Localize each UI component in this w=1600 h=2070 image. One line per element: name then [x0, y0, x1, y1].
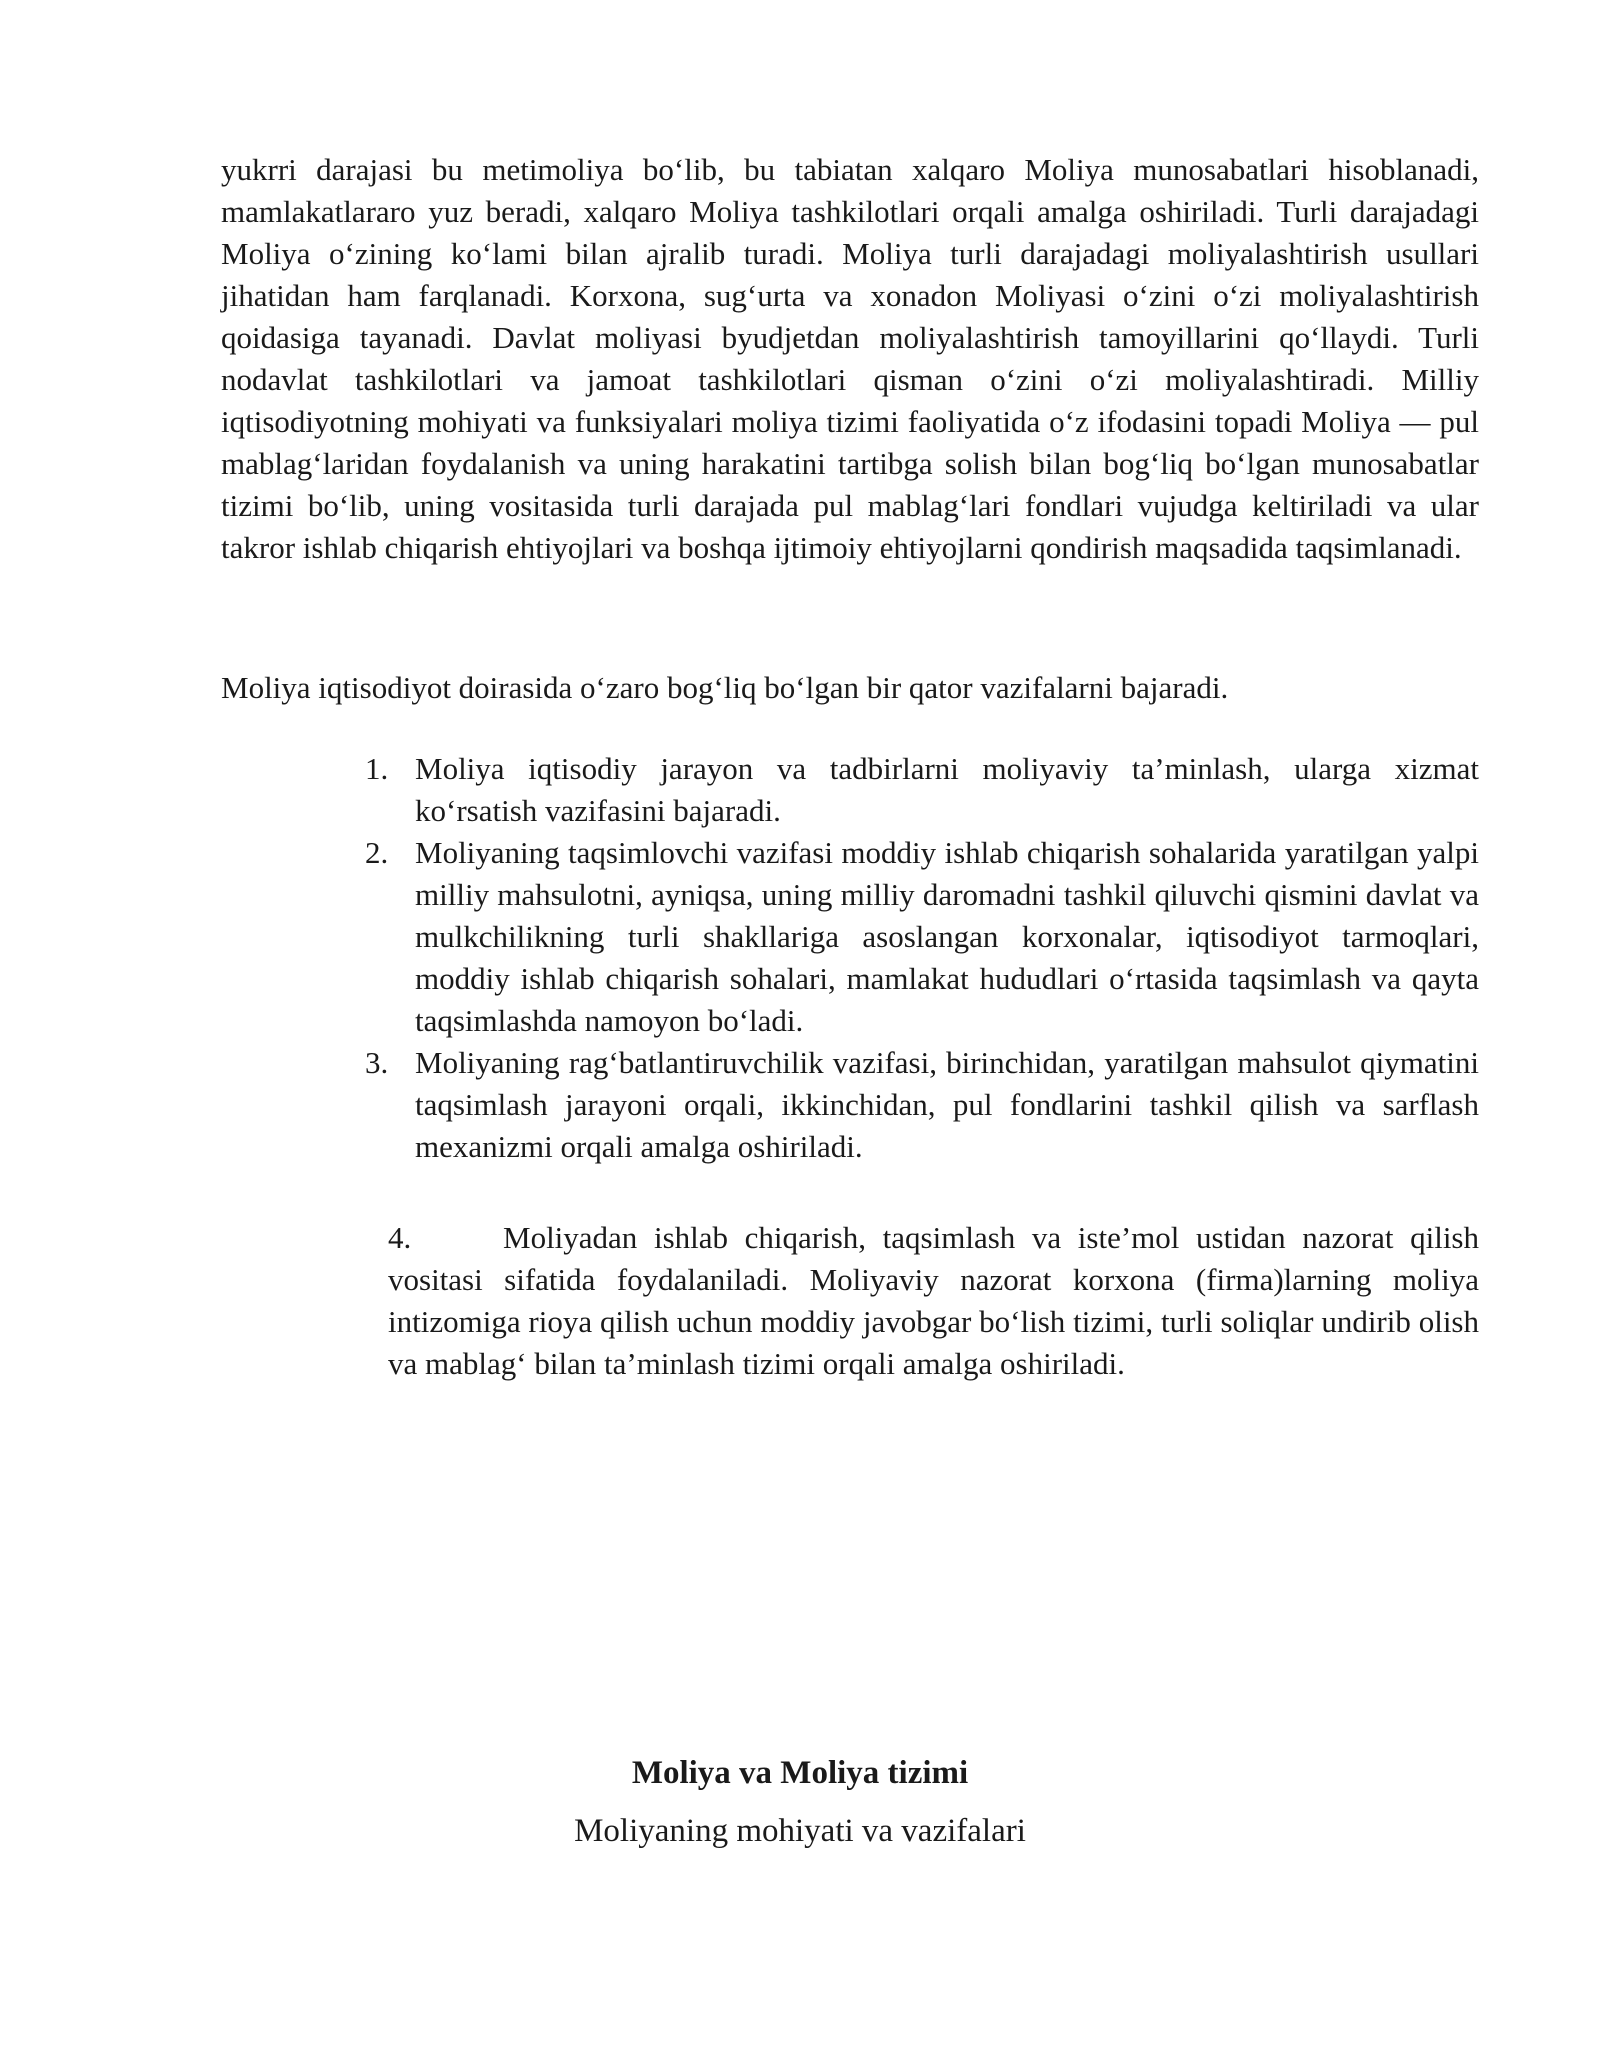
- section-subtitle: Moliyaning mohiyati va vazifalari: [574, 1813, 1026, 1849]
- list-item-text: Moliya iqtisodiy jarayon va tadbirlarni moliyaviy ta’minlash, ularga xizmat ko‘rsatish vazifasini bajaradi.: [415, 751, 1479, 828]
- list-item-number: 3.: [365, 1045, 389, 1080]
- list-item: [388, 1217, 1479, 1385]
- list-item: [365, 748, 1479, 832]
- list-item-number: 2.: [365, 835, 389, 870]
- list-item: [365, 832, 1479, 1042]
- section-title: Moliya va Moliya tizimi: [631, 1755, 969, 1791]
- list-item-number: 1.: [365, 751, 389, 786]
- body-paragraph: yukrri darajasi bu metimoliya bo‘lib, bu tabiatan xalqaro Moliya munosabatlari hisoblanadi, mamlakatlararo yuz beradi, xalqaro Moliya tashkilotlari orqali amalga oshiriladi. Turli darajadagi Moliya o‘zining ko‘lami bilan ajralib turadi. Moliya turli darajadagi moliyalashtirish usullari jihatidan ham farqlanadi. Korxona, sug‘urta va xonadon Moliyasi o‘zini o‘zi moliyalashtirish qoidasiga tayanadi. Davlat moliyasi byudjetdan moliyalashtirish tamoyillarini qo‘llaydi. Turli nodavlat tashkilotlari va jamoat tashkilotlari qisman o‘zini o‘zi moliyalashtiradi. Milliy iqtisodiyotning mohiyati va funksiyalari moliya tizimi faoliyatida o‘z ifodasini topadi Moliya — pul mablag‘laridan foydalanish va uning harakatini tartibga solish bilan bog‘liq bo‘lgan munosabatlar tizimi bo‘lib, uning vositasida turli darajada pul mablag‘lari fondlari vujudga keltiriladi va ular takror ishlab chiqarish ehtiyojlari va boshqa ijtimoiy ehtiyojlarni qondirish maqsadida taqsimlanadi.: [221, 152, 1479, 565]
- list-item-text: Moliyaning rag‘batlantiruvchilik vazifasi, birinchidan, yaratilgan mahsulot qiymatini taqsimlash jarayoni orqali, ikkinchidan, pul fondlarini tashkil qilish va sarflash mexanizmi orqali amalga oshiriladi.: [415, 1045, 1479, 1164]
- list-item-text: Moliyadan ishlab chiqarish, taqsimlash va iste’mol ustidan nazorat qilish vositasi sifatida foydalaniladi. Moliyaviy nazorat korxona (firma)larning moliya intizomiga rioya qilish uchun moddiy javobgar bo‘lish tizimi, turli soliqlar undirib olish va mablag‘ bilan ta’minlash tizimi orqali amalga oshiriladi.: [388, 1220, 1479, 1381]
- body-paragraph: Moliya iqtisodiyot doirasida o‘zaro bog‘liq bo‘lgan bir qator vazifalarni bajaradi.: [221, 670, 1229, 705]
- list-item-text: Moliyaning taqsimlovchi vazifasi moddiy ishlab chiqarish sohalarida yaratilgan yalpi milliy mahsulotni, ayniqsa, uning milliy daromadni tashkil qiluvchi qismini davlat va mulkchilikning turli shakllariga asoslangan korxonalar, iqtisodiyot tarmoqlari, moddiy ishlab chiqarish sohalari, mamlakat hududlari o‘rtasida taqsimlash va qayta taqsimlashda namoyon bo‘ladi.: [415, 835, 1479, 1038]
- list-item-number: 4.: [388, 1220, 412, 1255]
- numbered-list: [365, 748, 1479, 1168]
- list-item: [365, 1042, 1479, 1168]
